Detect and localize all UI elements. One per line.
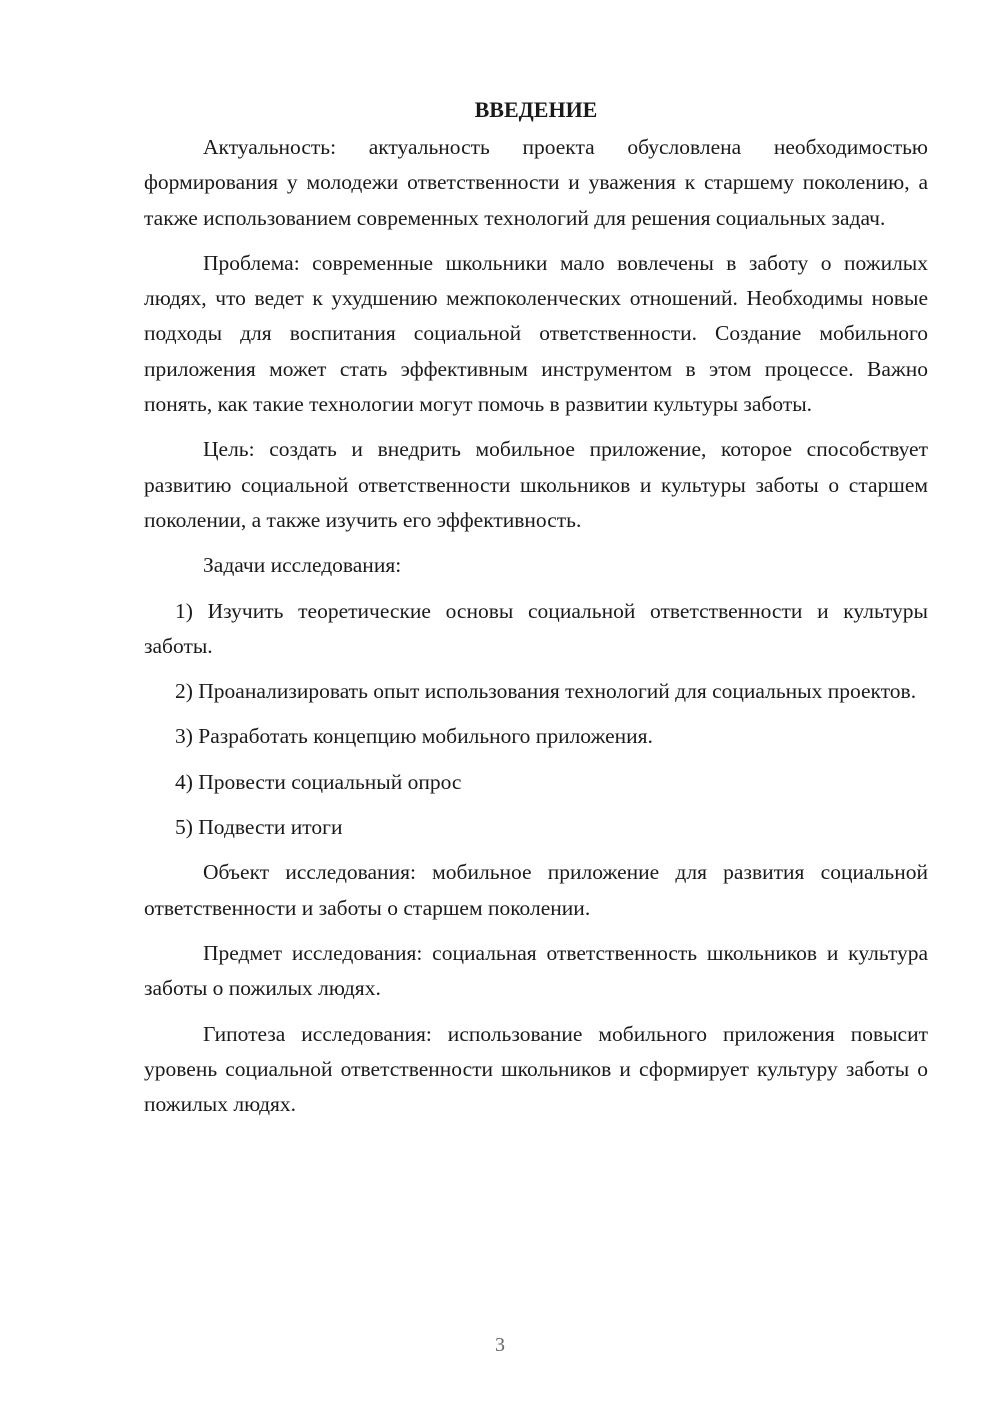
list-item-task-2: 2) Проанализировать опыт использования технологий для социальных проектов. (175, 679, 917, 704)
list-item-task-4: 4) Провести социальный опрос (175, 769, 462, 794)
paragraph-subject: Предмет исследования: социальная ответственность школьников и культура заботы о пожилых людях. (144, 940, 928, 1001)
paragraph-hypothesis: Гипотеза исследования: использование мобильного приложения повысит уровень социальной ответственности школьников и сформирует культуру заботы о пожилых людях. (144, 1021, 928, 1117)
page-number: 3 (495, 1334, 505, 1356)
list-item-task-3: 3) Разработать концепцию мобильного приложения. (175, 724, 653, 749)
paragraph-object: Объект исследования: мобильное приложение для развития социальной ответственности и заботы о старшем поколении. (144, 860, 928, 920)
paragraph-tasks-heading: Задачи исследования: (203, 553, 402, 578)
page-title: ВВЕДЕНИЕ (474, 97, 598, 122)
list-item-task-5: 5) Подвести итоги (175, 815, 343, 840)
paragraph-problem: Проблема: современные школьники мало вовлечены в заботу о пожилых людях, что ведет к ухудшению межпоколенческих отношений. Необходимы новые подходы для воспитания социальной ответственности. Создание мобильного приложения может стать эффективным инструментом в этом процессе. Важно понять, как такие технологии могут помочь в развитии культуры заботы. (144, 250, 928, 417)
document-page (144, 92, 928, 1132)
paragraph-relevance: Актуальность: актуальность проекта обусловлена необходимостью формирования у молодежи ответственности и уважения к старшему поколению, а также использованием современных технологий для решения социальных задач. (144, 135, 928, 230)
list-item-task-1: 1) Изучить теоретические основы социальной ответственности и культуры заботы. (144, 598, 928, 658)
paragraph-goal: Цель: создать и внедрить мобильное приложение, которое способствует развитию социальной ответственности школьников и культуры заботы о старшем поколении, а также изучить его эффективность. (144, 437, 928, 532)
